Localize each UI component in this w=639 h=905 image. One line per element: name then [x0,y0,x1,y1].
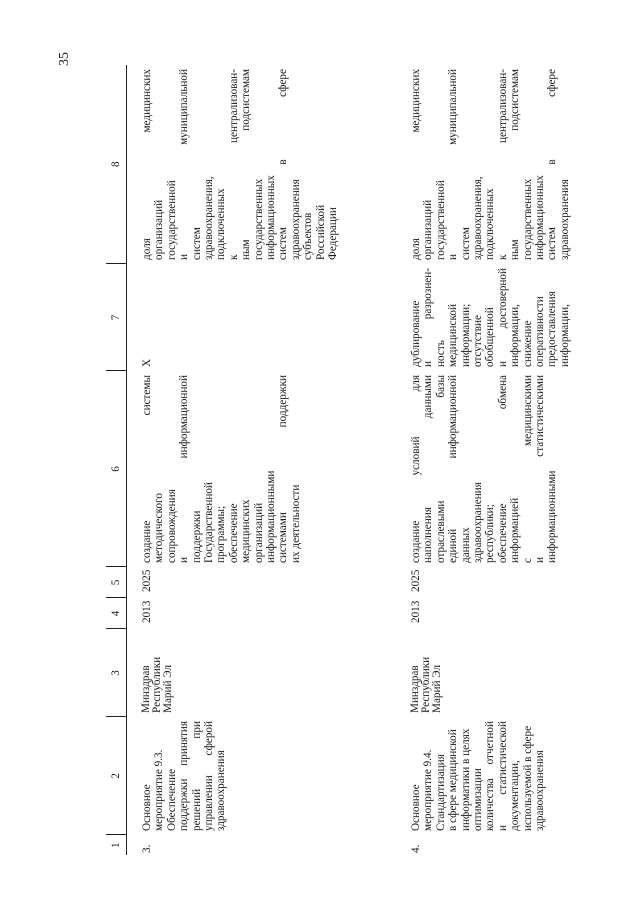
cell-text-line: информации, [558,304,571,367]
executor-cell [396,629,639,717]
cell-text-line: подключенных [484,188,497,260]
cell-text-line: медицинской [447,304,460,367]
cell-text-line: Стандартизация [434,754,447,831]
cell-text-line: и разрознен- [422,268,435,367]
cell-text-line: Республики [420,656,432,713]
cell-text-line: системами поддержки [277,375,290,563]
cell-text-line: поддержки [190,510,203,563]
cell-text-line: государственных [252,178,265,260]
cell-text-line: здравоохранения [289,179,302,260]
cell-text-line: Федерации [327,207,340,260]
cell-text-line: обеспечение [227,503,240,563]
cell-text-line: государственной [165,180,178,260]
cell-text-line: здравоохранения [558,179,571,260]
cell-text-line: Обеспечение [165,768,178,831]
cell-text-line: Государственной [203,482,216,563]
cell-text-line: снижение [521,320,534,367]
cell-text-line: государственных [521,178,534,260]
consequences-cell [396,264,639,371]
cell-text-line: оптимизации [472,768,485,831]
measure-cell [396,717,639,835]
cell-text-line: ным подсистемам [240,69,253,260]
cell-text-line: создание системы [141,375,153,563]
cell-text-line: информационными [546,470,559,563]
cell-text-line: информацией [509,497,522,563]
cell-text-line: единой информационной [447,375,460,563]
row-number-cell: 4. [410,844,422,853]
cell-text-line: поддержки принятия [178,721,191,831]
cell-text-line: и достоверной [496,268,509,367]
executor-cell [127,629,397,717]
column-header: 3 [106,629,127,717]
measure-cell [127,717,397,835]
cell-text-line: организаций [153,199,166,260]
cell-text-line: Российской [314,204,327,260]
cell-text-line: Минздрав [140,665,152,713]
end-year-cell: 2025 [410,569,422,592]
cell-text-line: Х [141,358,153,367]
cell-text-line: методического [153,493,166,563]
cell-text-line: систем [459,227,472,260]
cell-text-line: ным подсистемам [509,69,522,260]
expected-result-cell [396,371,639,567]
cell-text-line: здравоохранения [472,482,485,563]
cell-text-line: данных [459,527,472,563]
cell-text-line: в сфере медицинской [447,729,460,831]
column-header: 2 [106,717,127,835]
rotated-table-region [106,65,639,855]
cell-text-line: организаций [252,502,265,563]
table-header-row [106,65,127,855]
column-header: 6 [106,371,127,567]
cell-text-line: документации, [509,760,522,831]
cell-text-line: управлении сферой [203,721,216,831]
cell-text-line: систем [190,227,203,260]
cell-text-line: информационными [265,470,278,563]
column-header: 7 [106,264,127,371]
cell-text-line: отсутствие [472,315,485,367]
cell-text-line: обеспечение обмена [496,375,509,563]
cell-text-line: информации; [459,303,472,367]
cell-text-line: с медицинскими [521,375,534,563]
cell-text-line: Основное [141,784,153,831]
cell-text-line: сопровождения [165,489,178,563]
row-number-cell: 3. [141,844,153,853]
cell-text-line: решений при [190,721,203,831]
cell-text-line: мероприятие 9.4. [422,749,435,831]
cell-text-line: доля медицинских [141,69,153,260]
cell-text-line: наполнения данными [422,375,435,563]
column-header: 1 [106,835,127,855]
cell-text-line: Марий Эл [431,664,443,713]
expected-result-cell [127,371,397,567]
page-number: 35 [57,52,72,66]
cell-text-line: оперативности [534,296,547,367]
cell-text-line: здравоохранения [215,750,228,831]
cell-text-line: Марий Эл [162,664,174,713]
cell-text-line: субъектов [302,212,315,260]
column-header: 4 [106,598,127,629]
cell-text-line: информационных [265,175,278,260]
start-year-cell: 2013 [410,600,422,623]
cell-text-line: мероприятие 9.3. [153,749,166,831]
cell-text-line: дублирование [410,300,422,367]
cell-text-line: создание условий для [410,375,422,563]
cell-text-line: систем в сфере [277,69,290,260]
indicator-cell [396,65,639,264]
cell-text-line: обобщенной [484,307,497,367]
cell-text-line: подключенных [215,188,228,260]
table-row [127,65,397,855]
cell-text-line: республики; [484,504,497,563]
cell-text-line: государственной [434,180,447,260]
start-year-cell: 2013 [141,600,153,623]
cell-text-line: систем в сфере [546,69,559,260]
cell-text-line: их деятельности [289,484,302,563]
cell-text-line: предоставления [546,291,559,367]
end-year-cell: 2025 [141,569,153,592]
cell-text-line: медицинских [240,499,253,563]
cell-text-line: здравоохранения, [472,176,485,260]
cell-text-line: ность [434,340,447,367]
cell-text-line: и статистической [496,721,509,831]
cell-text-line: информации, [509,304,522,367]
cell-text-line: доля медицинских [410,69,422,260]
cell-text-line: Республики [151,656,163,713]
program-measures-table [106,65,639,855]
cell-text-line: здравоохранения, [203,176,216,260]
cell-text-line: количества отчетной [484,721,497,831]
cell-text-line: Основное [410,784,422,831]
table-row [396,65,639,855]
cell-text-line: и муниципальной [178,69,191,260]
cell-text-line: и статистическими [534,375,547,563]
cell-text-line: отраслевыми базы [434,375,447,563]
column-header: 8 [106,65,127,264]
cell-text-line: здравоохранения [534,750,547,831]
cell-text-line: и муниципальной [447,69,460,260]
indicator-cell [127,65,397,264]
cell-text-line: информатики в целях [459,728,472,831]
cell-text-line: Минздрав [409,665,421,713]
cell-text-line: к централизован- [227,69,240,260]
cell-text-line: используемой в сфере [521,725,534,831]
cell-text-line: организаций [422,199,435,260]
cell-text-line: и информационной [178,375,191,563]
cell-text-line: информационных [534,175,547,260]
consequences-cell [127,264,397,371]
column-header: 5 [106,567,127,598]
cell-text-line: к централизован- [496,69,509,260]
cell-text-line: программы; [215,505,228,563]
